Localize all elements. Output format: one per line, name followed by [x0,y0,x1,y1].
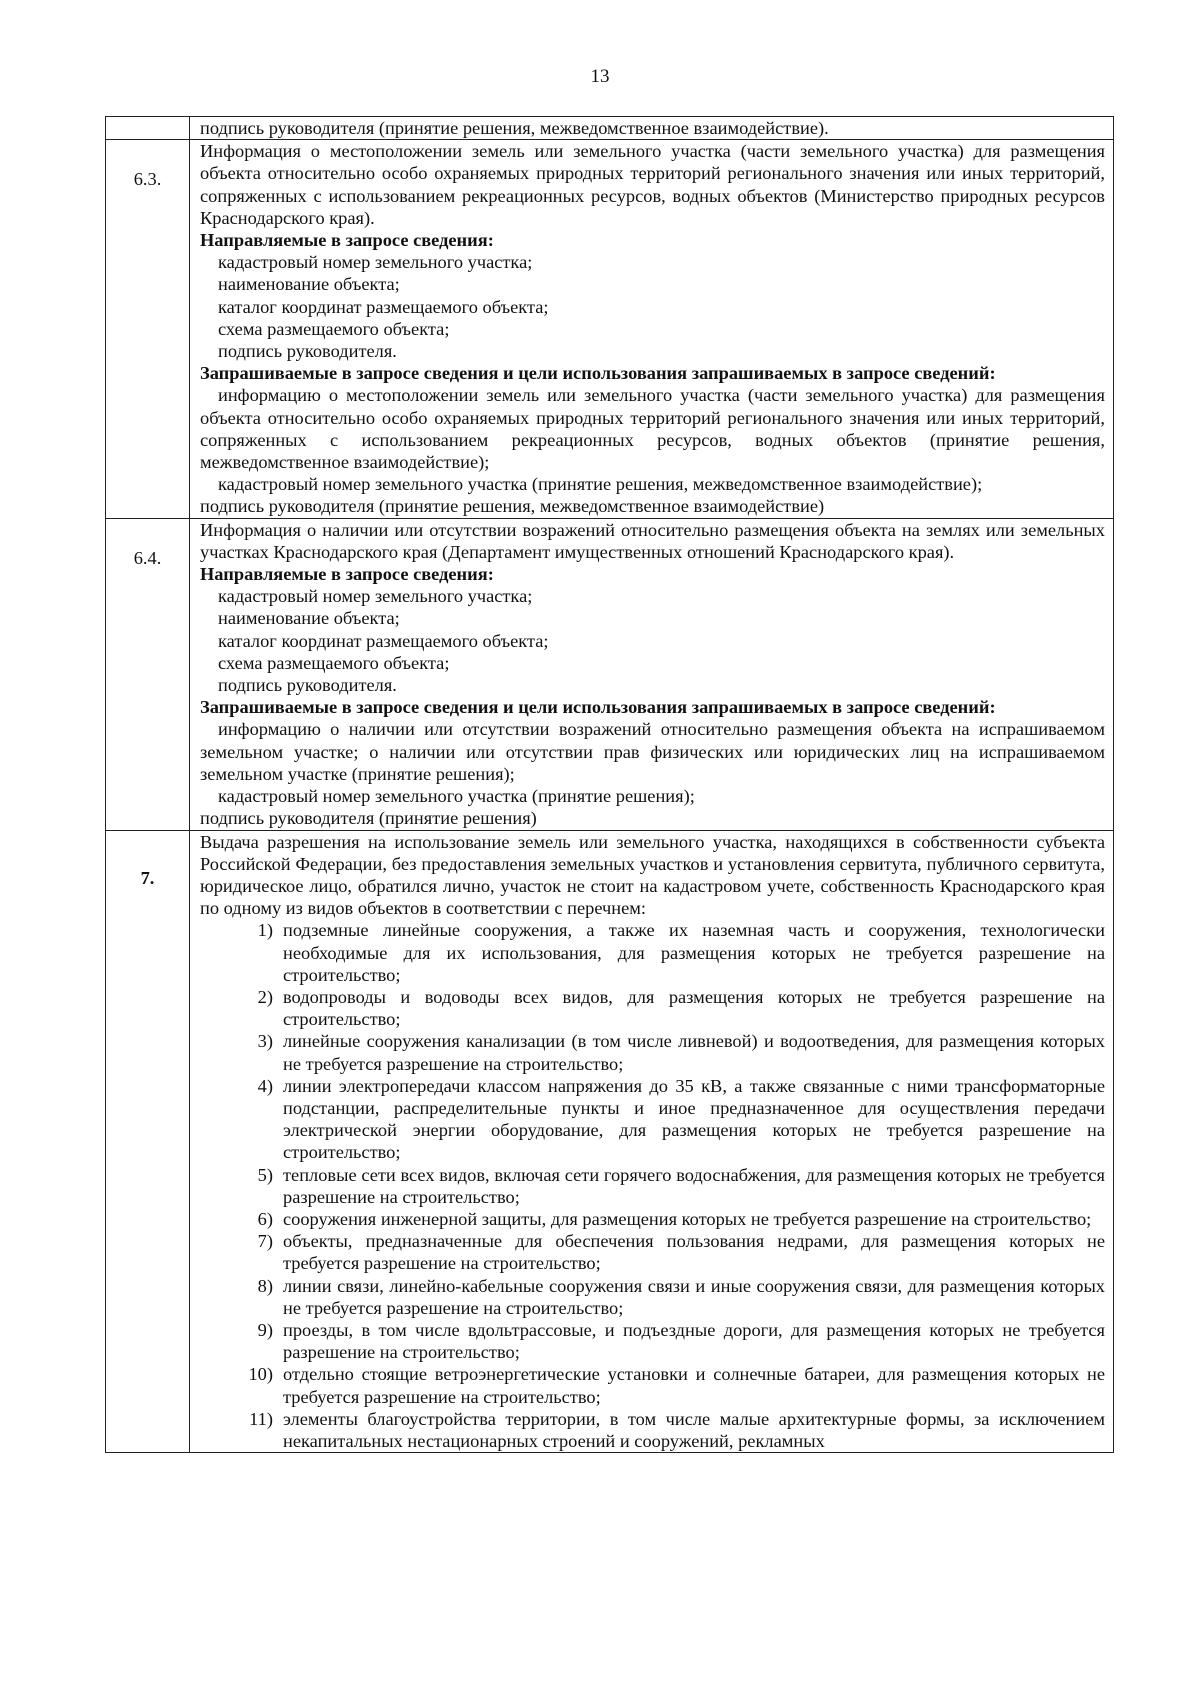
list-item [200,986,1105,1030]
list-item: схема размещаемого объекта; [218,652,450,673]
table-row [106,518,1114,830]
table-row [106,117,1114,140]
list-item: каталог координат размещаемого объекта; [218,630,549,651]
list-item-text: тепловые сети всех видов, включая сети горячего водоснабжения, для размещения которых не требуется разрешение на строительство; [283,1164,1105,1207]
row-content-cell [190,140,1114,518]
list-item [200,1208,1105,1230]
list-item-text: линии электропередачи классом напряжения до 35 кВ, а также связанные с ними трансформаторные подстанции, распределительные пункты и иное предназначенное для осуществления передачи электрической энергии оборудование, для размещения которых не требуется разрешение на строительство; [283,1075,1105,1163]
list-item-marker: 11) [249,1408,273,1429]
list-item-text: водопроводы и водоводы всех видов, для размещения которых не требуется разрешение на строительство; [283,986,1105,1030]
list-item: информацию о наличии или отсутствии возражений относительно размещения объекта на испрашиваемом земельном участке; о наличии или отсутствии прав физических или юридических лиц на испрашиваемом земельном участке (принятие решения); [200,719,1105,784]
row-content-cell [190,117,1114,140]
row-number: 6.4. [133,547,162,568]
list-item [200,1408,1105,1452]
object-type-list [200,919,1105,1452]
list-item-marker: 10) [248,1364,273,1385]
list-item: наименование объекта; [218,608,400,629]
list-item [200,1075,1105,1164]
row-content-cell [190,518,1114,830]
requirements-table [105,116,1114,1453]
list-item: подпись руководителя. [218,341,397,362]
list-item: подпись руководителя (принятие решения, межведомственное взаимодействие) [200,496,825,517]
list-item: информацию о местоположении земель или земельного участка (части земельного участка) для размещения объекта относительно особо охраняемых природных территорий регионального значения или иных территорий, сопряженных с использованием рекреационных ресурсов, водных объектов (принятие решения, межведомственное взаимодействие); [200,385,1105,473]
list-item-text: линейные сооружения канализации (в том числе ливневой) и водоотведения, для размещения которых не требуется разрешение на строительство; [283,1031,1105,1074]
table-row [106,140,1114,518]
list-item-text: линии связи, линейно-кабельные сооружения связи и иные сооружения связи, для размещения которых не требуется разрешение на строительство; [283,1275,1105,1318]
requested-data-heading: Запрашиваемые в запросе сведения и цели использования запрашиваемых в запросе сведений: [200,363,996,384]
page-number: 13 [590,66,610,87]
requested-data-heading: Запрашиваемые в запросе сведения и цели использования запрашиваемых в запросе сведений: [200,697,996,718]
row-number: 7. [140,867,155,888]
list-item: кадастровый номер земельного участка; [218,586,533,607]
list-item-marker: 4) [257,1075,273,1096]
list-item [200,919,1105,986]
row-content-cell [190,830,1114,1453]
section-intro: Информация о наличии или отсутствии возражений относительно размещения объекта на землях или земельных участках Краснодарского края (Департамент имущественных отношений Краснодарского края). [200,519,1105,562]
list-item: наименование объекта; [218,274,400,295]
list-item-marker: 8) [257,1275,273,1296]
list-item-text: подземные линейные сооружения, а также их наземная часть и сооружения, технологически необходимые для их использования, для размещения которых не требуется разрешение на строительство; [283,920,1105,985]
list-item [200,1164,1105,1208]
list-item [200,1363,1105,1407]
sent-data-heading: Направляемые в запросе сведения: [200,564,494,585]
list-item: схема размещаемого объекта; [218,318,450,339]
list-item [200,1275,1105,1319]
continuation-text: подпись руководителя (принятие решения, межведомственное взаимодействие). [200,118,829,138]
list-item-marker: 9) [257,1319,273,1340]
list-item-text: отдельно стоящие ветроэнергетические установки и солнечные батареи, для размещения которых не требуется разрешение на строительство; [283,1364,1105,1407]
section-intro: Информация о местоположении земель или земельного участка (части земельного участка) для размещения объекта относительно особо охраняемых природных территорий регионального значения или иных территорий, сопряженных с использованием рекреационных ресурсов, водных объектов (Министерство природных ресурсов Краснодарского края). [200,141,1105,228]
sent-data-heading: Направляемые в запросе сведения: [200,230,494,251]
list-item-marker: 5) [257,1164,273,1185]
table-row [106,830,1114,1453]
list-item-text: элементы благоустройства территории, в том числе малые архитектурные формы, за исключением некапитальных нестационарных строений и сооружений, рекламных [283,1408,1105,1451]
list-item [200,1030,1105,1074]
list-item: каталог координат размещаемого объекта; [218,296,549,317]
list-item-marker: 6) [257,1208,273,1229]
list-item: подпись руководителя (принятие решения) [200,808,537,829]
row-number-cell [106,518,190,830]
list-item [200,1230,1105,1274]
list-item-text: сооружения инженерной защиты, для размещения которых не требуется разрешение на строительство; [283,1208,1092,1229]
list-item-marker: 3) [257,1031,273,1052]
list-item: кадастровый номер земельного участка (принятие решения); [218,786,695,807]
list-item-marker: 7) [257,1231,273,1252]
row-number: 6.3. [133,169,162,190]
row-number-cell [106,117,190,140]
list-item: кадастровый номер земельного участка (принятие решения, межведомственное взаимодействие); [218,474,983,495]
row-number-cell [106,830,190,1453]
row-number-cell [106,140,190,518]
section-intro: Выдача разрешения на использование земель или земельного участка, находящихся в собственности субъекта Российской Федерации, без предоставления земельных участков и установления сервитута, публичного сервитута, юридическое лицо, обратился лично, участок не стоит на кадастровом учете, собственность Краснодарского края по одному из видов объектов в соответствии с перечнем: [200,831,1105,919]
list-item: кадастровый номер земельного участка; [218,252,533,273]
list-item-marker: 2) [257,986,273,1007]
list-item-text: объекты, предназначенные для обеспечения пользования недрами, для размещения которых не требуется разрешение на строительство; [283,1231,1105,1274]
list-item-text: проезды, в том числе вдольтрассовые, и подъездные дороги, для размещения которых не требуется разрешение на строительство; [283,1319,1105,1363]
list-item: подпись руководителя. [218,675,397,696]
list-item [200,1319,1105,1363]
list-item-marker: 1) [257,920,273,941]
